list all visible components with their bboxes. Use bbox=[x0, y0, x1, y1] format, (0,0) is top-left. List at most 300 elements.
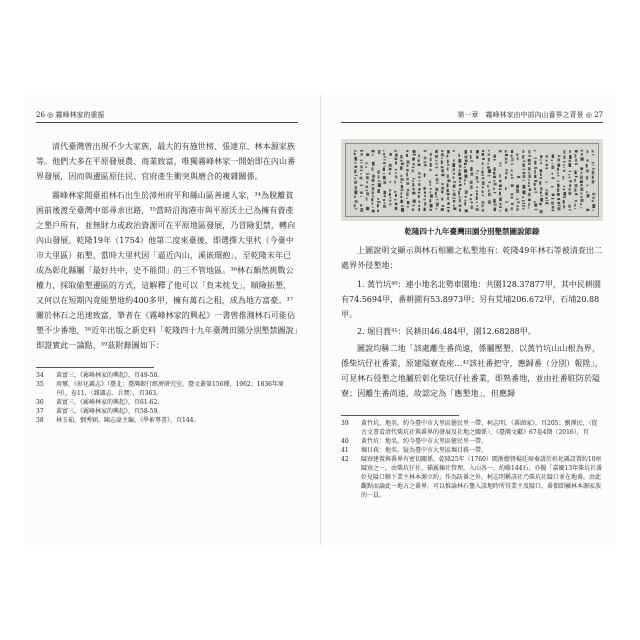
brush-stroke bbox=[435, 150, 437, 153]
brush-stroke bbox=[464, 196, 466, 197]
brush-stroke bbox=[528, 159, 531, 162]
brush-stroke bbox=[580, 157, 583, 160]
brush-stroke bbox=[383, 181, 386, 184]
brush-stroke bbox=[366, 198, 368, 201]
brush-stroke bbox=[511, 197, 513, 198]
brush-stroke bbox=[488, 158, 490, 162]
brush-stroke bbox=[435, 163, 438, 164]
brush-stroke bbox=[482, 195, 484, 197]
brush-stroke bbox=[470, 185, 472, 188]
brush-stroke bbox=[499, 180, 501, 182]
brush-stroke bbox=[383, 199, 385, 201]
brush-stroke bbox=[558, 205, 561, 206]
footnote-text: 黃富三，《霧峰林家的興起》，頁49-50。 bbox=[56, 372, 164, 379]
brush-stroke bbox=[423, 199, 425, 200]
brush-stroke bbox=[551, 198, 554, 199]
brush-stroke bbox=[383, 150, 385, 151]
brush-stroke bbox=[499, 184, 502, 187]
brush-stroke bbox=[406, 150, 408, 152]
brush-stroke bbox=[516, 205, 518, 207]
footnote-text: 黃富三，《霧峰林家的興起》，頁58-59。 bbox=[56, 408, 164, 415]
brush-stroke bbox=[581, 184, 583, 186]
brush-stroke bbox=[418, 180, 421, 181]
brush-stroke bbox=[383, 162, 386, 164]
brush-stroke bbox=[493, 192, 496, 193]
brush-stroke bbox=[360, 177, 363, 180]
brush-stroke bbox=[464, 174, 467, 178]
brush-stroke bbox=[407, 160, 410, 163]
brush-stroke bbox=[569, 150, 571, 153]
brush-stroke bbox=[441, 208, 444, 211]
footnote bbox=[36, 407, 298, 416]
brush-stroke bbox=[482, 209, 484, 212]
brush-stroke bbox=[459, 188, 461, 190]
brush-stroke bbox=[581, 172, 583, 174]
brush-stroke bbox=[459, 164, 462, 167]
footnote-text: 黃竹坑：地名，約今臺中市大里區健民里一帶。 bbox=[361, 438, 488, 445]
brush-stroke bbox=[418, 200, 420, 203]
brush-stroke bbox=[487, 166, 489, 168]
brush-stroke bbox=[412, 163, 414, 166]
brush-stroke bbox=[580, 199, 583, 202]
brush-stroke bbox=[499, 162, 501, 164]
brush-stroke bbox=[470, 172, 473, 175]
brush-stroke bbox=[430, 153, 432, 156]
brush-stroke bbox=[592, 210, 594, 211]
brush-stroke bbox=[384, 202, 386, 204]
brush-stroke bbox=[464, 155, 467, 158]
brush-stroke bbox=[534, 167, 537, 169]
brush-stroke bbox=[441, 190, 443, 193]
brush-stroke bbox=[574, 208, 576, 209]
brush-stroke bbox=[412, 188, 414, 191]
brush-stroke bbox=[395, 172, 397, 174]
brush-stroke bbox=[528, 155, 531, 157]
brush-stroke bbox=[528, 163, 531, 165]
brush-stroke bbox=[459, 196, 461, 197]
brush-stroke bbox=[360, 170, 363, 171]
brush-stroke bbox=[378, 183, 381, 187]
brush-stroke bbox=[534, 150, 536, 151]
brush-stroke bbox=[568, 205, 570, 208]
brush-stroke bbox=[580, 167, 583, 170]
brush-stroke bbox=[534, 175, 536, 178]
brush-stroke bbox=[406, 169, 408, 171]
brush-stroke bbox=[372, 191, 374, 194]
brush-stroke bbox=[574, 170, 576, 174]
brush-stroke bbox=[366, 173, 369, 174]
brush-stroke bbox=[511, 150, 513, 153]
brush-stroke bbox=[482, 190, 484, 193]
brush-stroke bbox=[488, 175, 491, 176]
brush-stroke bbox=[377, 198, 379, 200]
brush-stroke bbox=[516, 189, 519, 193]
brush-stroke bbox=[551, 165, 554, 169]
brush-stroke bbox=[592, 197, 594, 199]
brush-stroke bbox=[580, 192, 582, 194]
footnote-number: 42 bbox=[341, 456, 349, 463]
brush-stroke bbox=[558, 158, 561, 161]
brush-stroke bbox=[546, 164, 549, 166]
brush-stroke bbox=[372, 175, 375, 178]
brush-stroke bbox=[534, 204, 537, 207]
brush-stroke bbox=[482, 177, 485, 179]
brush-stroke bbox=[505, 209, 507, 212]
brush-stroke bbox=[366, 190, 368, 191]
brush-stroke bbox=[372, 207, 374, 208]
brush-stroke bbox=[517, 208, 519, 211]
brush-stroke bbox=[528, 150, 530, 154]
brush-stroke bbox=[586, 185, 588, 187]
brush-stroke bbox=[423, 208, 425, 212]
brush-stroke bbox=[465, 160, 468, 162]
brush-stroke bbox=[354, 204, 356, 207]
brush-stroke bbox=[412, 205, 415, 206]
brush-stroke bbox=[441, 153, 444, 156]
brush-stroke bbox=[476, 196, 478, 200]
brush-stroke bbox=[505, 154, 508, 156]
brush-stroke bbox=[505, 172, 507, 175]
brush-stroke bbox=[546, 189, 548, 191]
brush-stroke bbox=[563, 164, 565, 165]
brush-stroke bbox=[511, 207, 513, 210]
brush-stroke bbox=[435, 196, 437, 197]
brush-stroke bbox=[488, 190, 490, 192]
brush-stroke bbox=[400, 160, 402, 161]
brush-stroke bbox=[464, 179, 466, 182]
brush-stroke bbox=[372, 162, 375, 166]
brush-stroke bbox=[563, 197, 566, 198]
brush-stroke bbox=[418, 195, 420, 198]
brush-stroke bbox=[441, 160, 443, 164]
brush-stroke bbox=[400, 178, 403, 181]
brush-stroke bbox=[418, 208, 420, 211]
brush-stroke bbox=[418, 192, 420, 193]
brush-stroke bbox=[523, 160, 525, 162]
brush-stroke bbox=[586, 160, 588, 162]
brush-stroke bbox=[540, 155, 542, 158]
brush-stroke bbox=[476, 156, 478, 159]
footnote bbox=[341, 455, 603, 500]
brush-stroke bbox=[366, 192, 369, 195]
brush-stroke bbox=[580, 207, 582, 208]
brush-stroke bbox=[540, 159, 542, 160]
brush-stroke bbox=[400, 182, 402, 183]
brush-stroke bbox=[447, 207, 450, 208]
brush-stroke bbox=[552, 210, 555, 211]
brush-stroke bbox=[395, 203, 397, 205]
brush-stroke bbox=[418, 183, 420, 186]
brush-stroke bbox=[476, 150, 479, 153]
brush-stroke bbox=[453, 168, 455, 171]
brush-stroke bbox=[493, 180, 495, 181]
brush-stroke bbox=[534, 183, 536, 186]
brush-stroke bbox=[470, 181, 473, 184]
brush-stroke bbox=[430, 169, 432, 171]
book-spine bbox=[320, 95, 321, 545]
brush-stroke bbox=[453, 207, 456, 210]
brush-stroke bbox=[418, 176, 420, 178]
brush-stroke bbox=[442, 183, 444, 185]
brush-stroke bbox=[523, 172, 526, 174]
left-footnote-rule bbox=[36, 367, 154, 368]
brush-stroke bbox=[447, 167, 449, 170]
footnote-number: 40 bbox=[341, 438, 349, 445]
brush-stroke bbox=[447, 155, 449, 158]
brush-stroke bbox=[539, 169, 542, 172]
brush-stroke bbox=[406, 178, 408, 181]
brush-stroke bbox=[366, 207, 369, 210]
brush-stroke bbox=[418, 164, 421, 166]
brush-stroke bbox=[360, 185, 363, 186]
brush-stroke bbox=[406, 197, 408, 198]
left-paragraph-1: 清代臺灣曾出現不少大家族，最大的有施世榜、張達京、林本源家族等。他們大多在平原發展農、商業致富，唯獨霧峰林家一開始即在內山番界發展，因而與邊區原住民、官府產生衝突與磨合的複雜關係。 bbox=[36, 142, 296, 181]
brush-stroke bbox=[551, 186, 554, 187]
brush-stroke bbox=[441, 174, 444, 176]
brush-stroke bbox=[465, 190, 468, 194]
brush-stroke bbox=[494, 155, 496, 158]
brush-stroke bbox=[569, 209, 572, 210]
brush-stroke bbox=[557, 164, 560, 167]
brush-stroke bbox=[487, 185, 489, 188]
brush-stroke bbox=[557, 207, 560, 210]
brush-stroke bbox=[534, 170, 536, 174]
brush-stroke bbox=[412, 180, 414, 181]
brush-stroke bbox=[552, 194, 555, 197]
brush-stroke bbox=[354, 178, 356, 180]
brush-stroke bbox=[539, 177, 542, 179]
brush-stroke bbox=[522, 203, 525, 204]
brush-stroke bbox=[366, 181, 368, 183]
brush-stroke bbox=[545, 182, 547, 183]
brush-stroke bbox=[458, 173, 461, 176]
brush-stroke bbox=[505, 161, 507, 163]
brush-stroke bbox=[401, 205, 404, 207]
brush-stroke bbox=[470, 194, 472, 196]
brush-stroke bbox=[371, 184, 374, 186]
brush-stroke bbox=[394, 169, 397, 171]
brush-stroke bbox=[441, 166, 444, 168]
brush-stroke bbox=[581, 153, 583, 155]
brush-stroke bbox=[413, 150, 416, 153]
brush-stroke bbox=[366, 153, 369, 156]
brush-stroke bbox=[378, 175, 380, 178]
brush-stroke bbox=[395, 158, 398, 160]
brush-stroke bbox=[499, 165, 502, 166]
brush-stroke bbox=[407, 165, 409, 167]
brush-stroke bbox=[488, 181, 491, 183]
brush-stroke bbox=[482, 162, 484, 165]
footnote-text: 黃富三，《霧峰林家的興起》，頁61-62。 bbox=[56, 399, 164, 406]
brush-stroke bbox=[586, 164, 588, 168]
brush-stroke bbox=[511, 184, 514, 186]
brush-stroke bbox=[563, 170, 565, 172]
brush-stroke bbox=[412, 158, 415, 161]
brush-stroke bbox=[430, 188, 432, 190]
brush-stroke bbox=[563, 200, 565, 204]
brush-stroke bbox=[540, 192, 542, 194]
brush-stroke bbox=[476, 181, 479, 183]
brush-stroke bbox=[400, 166, 402, 170]
brush-stroke bbox=[488, 150, 490, 151]
brush-stroke bbox=[522, 200, 525, 201]
brush-stroke bbox=[435, 188, 438, 191]
footnote bbox=[341, 419, 603, 437]
brush-stroke bbox=[499, 192, 501, 196]
brush-stroke bbox=[563, 155, 565, 159]
brush-stroke bbox=[523, 180, 525, 181]
brush-stroke bbox=[482, 186, 484, 188]
footnote bbox=[36, 416, 298, 425]
brush-stroke bbox=[552, 154, 554, 158]
brush-stroke bbox=[522, 205, 525, 207]
left-page-header: 26 ◎ 霧峰林家的重振 bbox=[36, 110, 298, 123]
brush-stroke bbox=[453, 200, 455, 202]
brush-stroke bbox=[413, 154, 416, 155]
brush-stroke bbox=[470, 206, 472, 210]
brush-stroke bbox=[354, 196, 356, 198]
brush-stroke bbox=[430, 163, 432, 167]
brush-stroke bbox=[441, 187, 444, 190]
brush-stroke bbox=[511, 177, 513, 178]
brush-stroke bbox=[528, 207, 530, 208]
brush-stroke bbox=[447, 189, 449, 192]
brush-stroke bbox=[435, 192, 437, 195]
brush-stroke bbox=[563, 186, 565, 188]
brush-stroke bbox=[517, 201, 520, 203]
brush-stroke bbox=[511, 154, 513, 157]
brush-stroke bbox=[557, 175, 559, 177]
brush-stroke bbox=[528, 203, 530, 206]
brush-stroke bbox=[464, 169, 467, 172]
brush-stroke bbox=[522, 155, 524, 159]
brush-stroke bbox=[580, 175, 583, 179]
brush-stroke bbox=[424, 195, 426, 197]
brush-stroke bbox=[476, 170, 479, 171]
brush-stroke bbox=[400, 200, 403, 203]
brush-stroke bbox=[447, 150, 449, 154]
brush-stroke bbox=[458, 159, 461, 163]
brush-stroke bbox=[546, 155, 549, 158]
brush-stroke bbox=[355, 157, 357, 161]
brush-stroke bbox=[482, 201, 485, 204]
brush-stroke bbox=[505, 169, 507, 170]
brush-stroke bbox=[587, 150, 589, 153]
brush-stroke bbox=[494, 208, 496, 212]
brush-stroke bbox=[378, 150, 381, 154]
brush-stroke bbox=[418, 188, 420, 191]
brush-stroke bbox=[563, 192, 566, 196]
brush-stroke bbox=[360, 173, 362, 174]
brush-stroke bbox=[436, 199, 439, 200]
brush-stroke bbox=[459, 199, 461, 202]
brush-stroke bbox=[401, 208, 404, 212]
brush-stroke bbox=[568, 188, 570, 190]
brush-stroke bbox=[394, 199, 396, 201]
brush-stroke bbox=[377, 204, 379, 208]
brush-stroke bbox=[540, 173, 542, 176]
brush-stroke bbox=[580, 203, 582, 205]
brush-stroke bbox=[481, 175, 484, 176]
brush-stroke bbox=[424, 187, 426, 190]
brush-stroke bbox=[505, 158, 508, 161]
brush-stroke bbox=[394, 180, 396, 183]
brush-stroke bbox=[557, 172, 559, 173]
brush-stroke bbox=[412, 170, 414, 173]
brush-stroke bbox=[406, 172, 408, 176]
manuscript-image bbox=[346, 144, 598, 216]
brush-stroke bbox=[400, 189, 403, 191]
brush-stroke bbox=[534, 158, 537, 159]
brush-stroke bbox=[539, 181, 541, 185]
brush-stroke bbox=[400, 155, 402, 159]
brush-stroke bbox=[407, 206, 409, 207]
brush-stroke bbox=[459, 184, 462, 186]
brush-stroke bbox=[568, 163, 571, 167]
brush-stroke bbox=[383, 159, 386, 160]
brush-stroke bbox=[389, 200, 391, 202]
brush-stroke bbox=[575, 159, 577, 162]
brush-stroke bbox=[586, 191, 588, 192]
brush-stroke bbox=[476, 187, 478, 188]
brush-stroke bbox=[557, 202, 560, 204]
brush-stroke bbox=[557, 198, 560, 200]
brush-stroke bbox=[499, 203, 501, 206]
brush-stroke bbox=[406, 154, 408, 157]
brush-stroke bbox=[539, 210, 542, 213]
brush-stroke bbox=[528, 172, 530, 173]
footnote-number: 38 bbox=[36, 417, 44, 424]
brush-stroke bbox=[453, 173, 455, 174]
brush-stroke bbox=[575, 163, 578, 164]
brush-stroke bbox=[354, 169, 356, 173]
brush-stroke bbox=[354, 181, 357, 184]
brush-stroke bbox=[493, 159, 495, 160]
brush-stroke bbox=[389, 181, 391, 182]
brush-stroke bbox=[540, 198, 543, 202]
brush-stroke bbox=[360, 166, 362, 169]
brush-stroke bbox=[459, 177, 462, 180]
brush-stroke bbox=[441, 198, 443, 201]
brush-stroke bbox=[592, 150, 594, 152]
brush-stroke bbox=[465, 150, 467, 154]
brush-stroke bbox=[430, 194, 433, 197]
brush-stroke bbox=[360, 208, 363, 212]
brush-stroke bbox=[418, 172, 421, 174]
brush-stroke bbox=[522, 208, 524, 209]
brush-stroke bbox=[523, 175, 526, 178]
brush-stroke bbox=[436, 203, 439, 207]
right-page bbox=[341, 110, 603, 500]
left-page bbox=[36, 110, 298, 425]
brush-stroke bbox=[383, 156, 386, 158]
brush-stroke bbox=[574, 188, 576, 192]
brush-stroke bbox=[511, 170, 513, 172]
brush-stroke bbox=[435, 174, 437, 176]
brush-stroke bbox=[424, 202, 426, 206]
brush-stroke bbox=[488, 200, 491, 203]
brush-stroke bbox=[516, 153, 518, 156]
brush-stroke bbox=[360, 160, 362, 161]
brush-stroke bbox=[528, 175, 531, 178]
brush-stroke bbox=[522, 190, 525, 194]
brush-stroke bbox=[372, 187, 375, 190]
brush-stroke bbox=[517, 157, 519, 160]
brush-stroke bbox=[534, 188, 536, 191]
brush-stroke bbox=[592, 171, 594, 175]
brush-stroke bbox=[354, 190, 357, 194]
brush-stroke bbox=[482, 150, 484, 152]
